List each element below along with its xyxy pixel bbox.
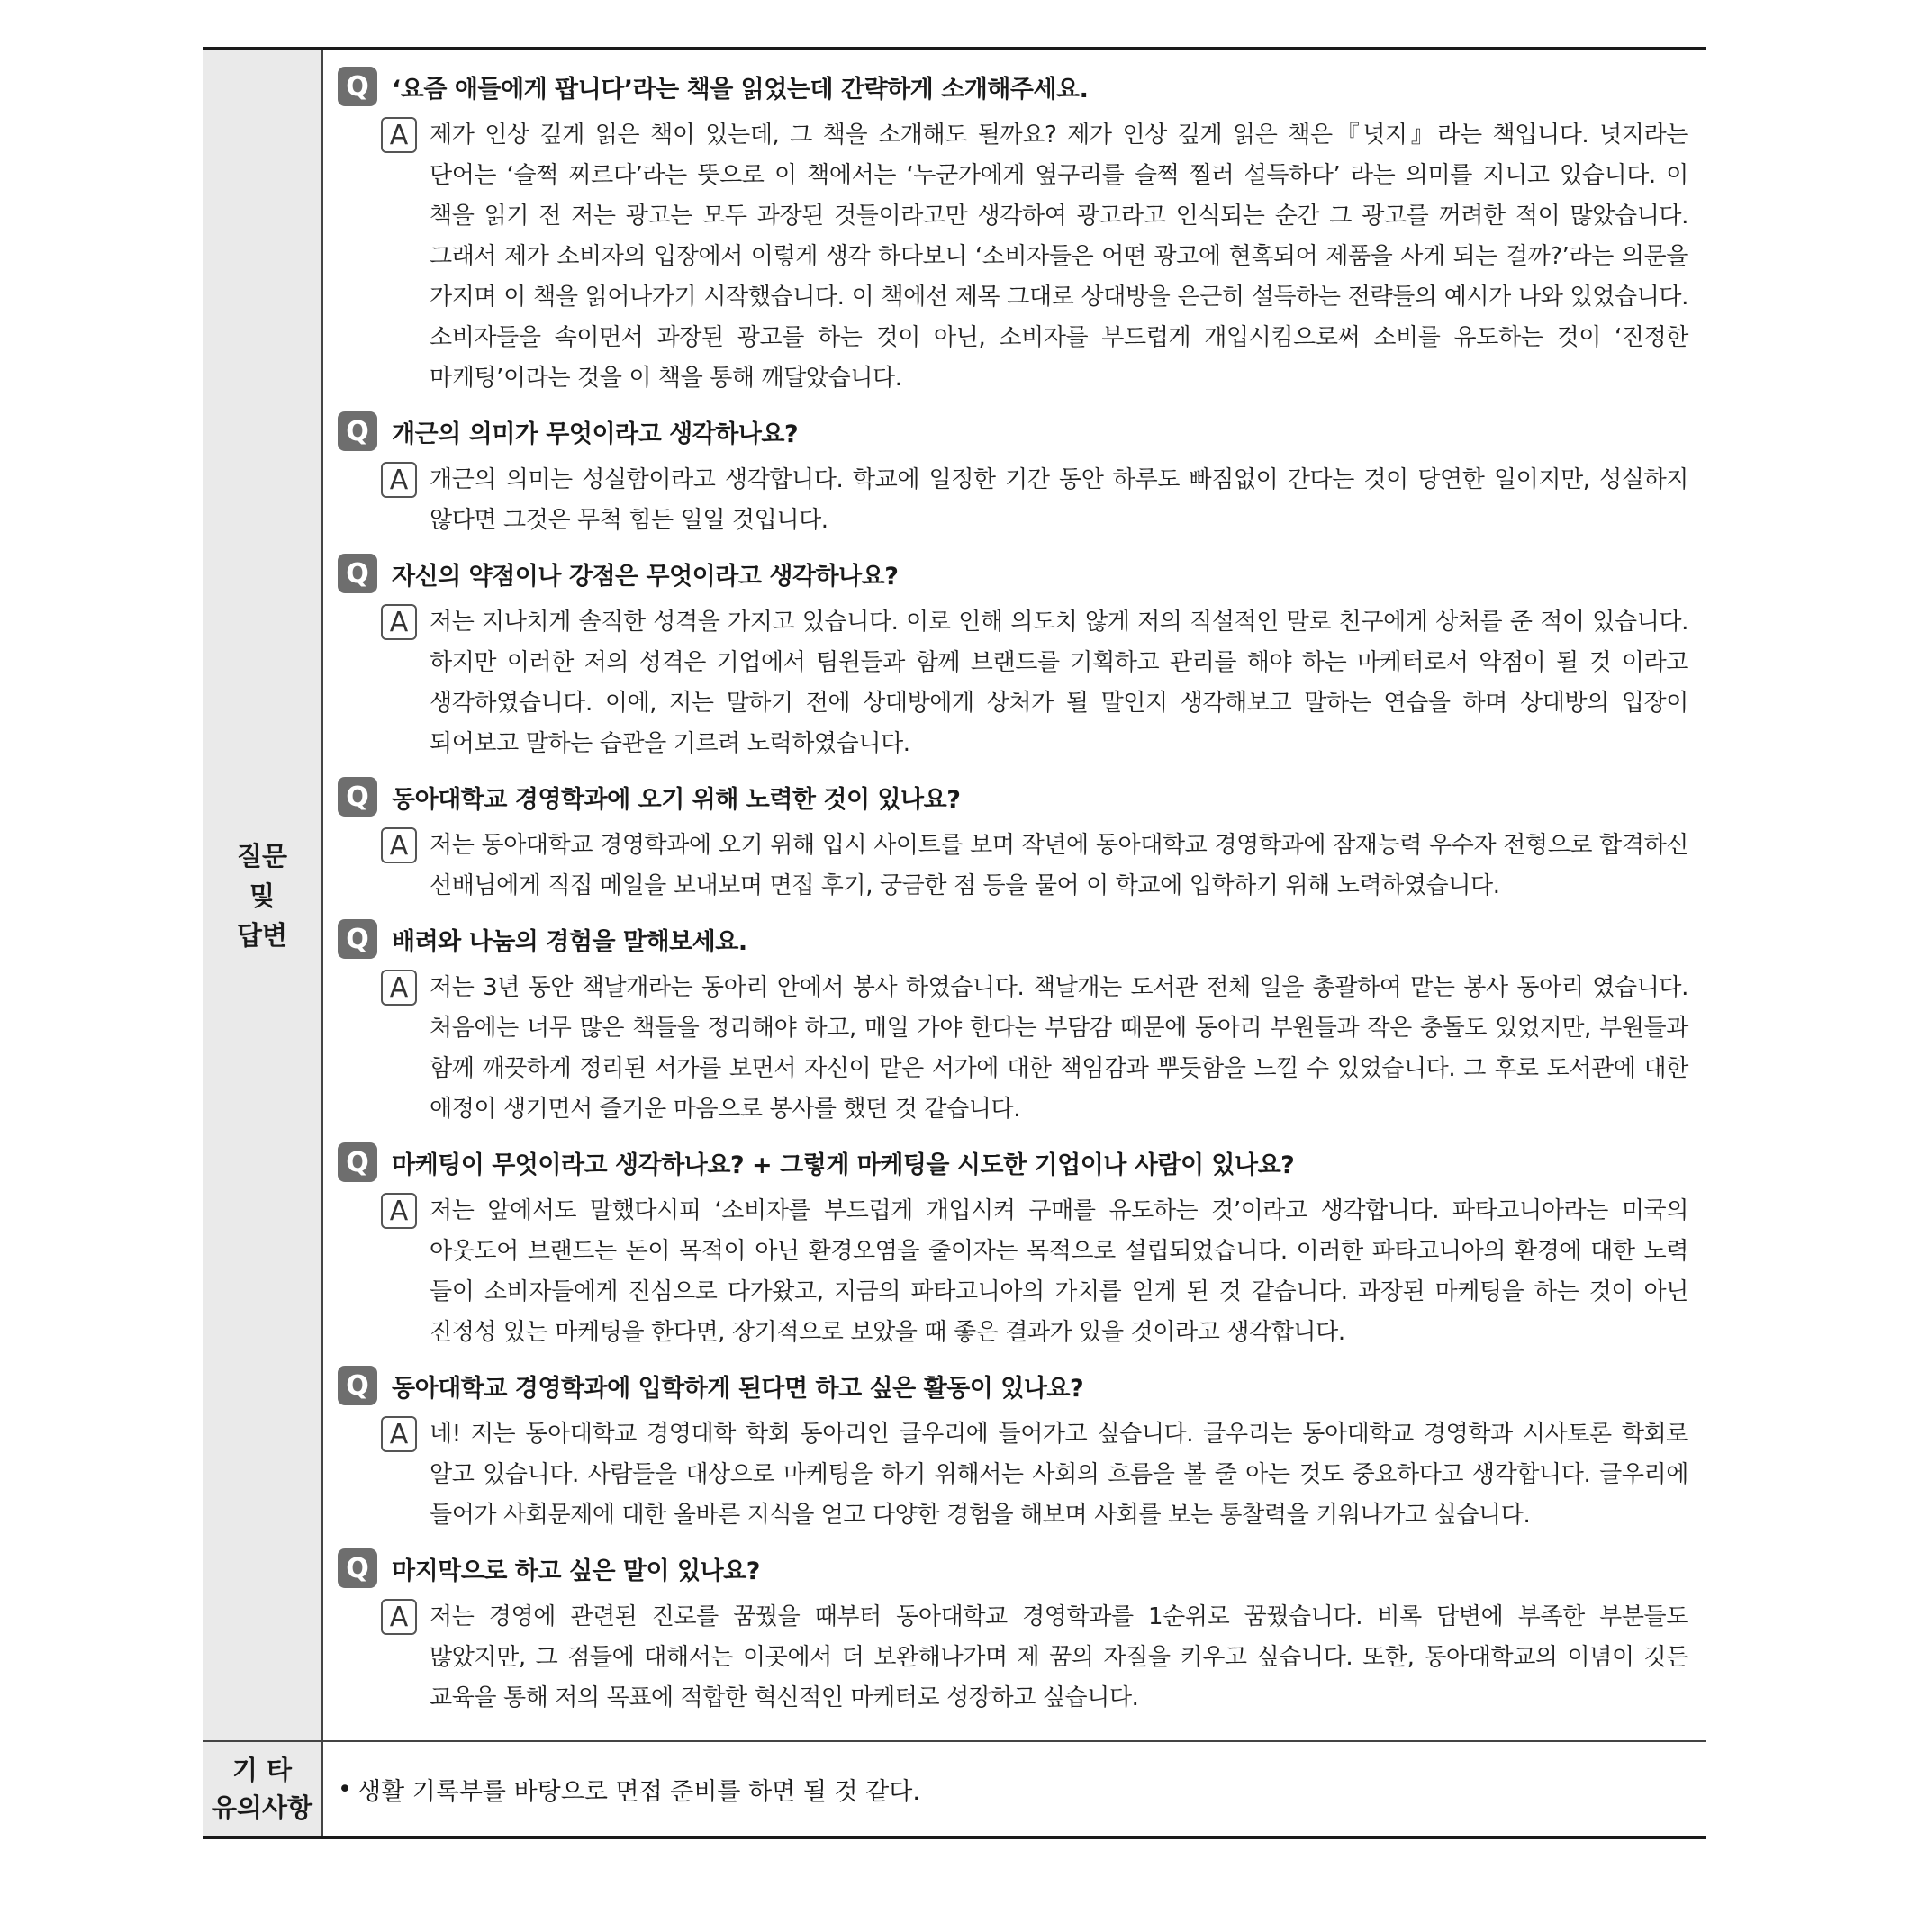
qa-list: [323, 50, 1706, 1740]
answer-row: [381, 968, 1688, 1130]
answer-badge-icon: A: [381, 1193, 417, 1229]
answer-row: [381, 1597, 1688, 1719]
qa-section-label: [203, 50, 323, 1740]
question-row: [338, 554, 1688, 593]
answer-badge-icon: A: [381, 970, 417, 1006]
question-badge-icon: Q: [338, 777, 377, 817]
answer-text: 개근의 의미는 성실함이라고 생각합니다. 학교에 일정한 기간 동안 하루도 빠짐없이 간다는 것이 당연한 일이지만, 성실하지 않다면 그것은 무척 힘든 일일 것입니다.: [430, 466, 1688, 534]
question-row: [338, 777, 1688, 817]
question-badge-icon: Q: [338, 67, 377, 106]
misc-label-line-2: 유의사항: [211, 1792, 313, 1823]
answer-row: [381, 1191, 1688, 1353]
question-text: 배려와 나눔의 경험을 말해보세요.: [392, 927, 747, 956]
answer-text: 저는 앞에서도 말했다시피 ‘소비자를 부드럽게 개입시켜 구매를 유도하는 것’이라고 생각합니다. 파타고니아라는 미국의 아웃도어 브랜드는 돈이 목적이 아닌 환경오염을 줄이자는 목적으로 설립되었습니다. 이러한 파타고니아의 환경에 대한 노력 들이 소비자들에게 진심으로 다가왔고, 지금의 파타고니아의 가치를 얻게 된 것 같습니다. 과장된 마케팅을 하는 것이 아닌 진정성 있는 마케팅을 한다면, 장기적으로 보았을 때 좋은 결과가 있을 것이라고 생각합니다.: [430, 1197, 1688, 1346]
qa-label-line-2: 및: [249, 880, 275, 911]
answer-row: [381, 460, 1688, 541]
misc-note: [323, 1742, 1706, 1836]
question-badge-icon: Q: [338, 411, 377, 451]
question-text: ‘요즘 애들에게 팝니다’라는 책을 읽었는데 간략하게 소개해주세요.: [392, 75, 1089, 104]
answer-text: 저는 경영에 관련된 진로를 꿈꿨을 때부터 동아대학교 경영학과를 1순위로 꿈꿨습니다. 비록 답변에 부족한 부분들도 많았지만, 그 점들에 대해서는 이곳에서 더 보완해나가며 제 꿈의 자질을 키우고 싶습니다. 또한, 동아대학교의 이념이 깃든 교육을 통해 저의 목표에 적합한 혁신적인 마케터로 성장하고 싶습니다.: [430, 1603, 1688, 1711]
interview-record-table: [203, 47, 1706, 1839]
question-row: [338, 411, 1688, 451]
qa-label-line-3: 답변: [236, 919, 288, 951]
question-badge-icon: Q: [338, 1366, 377, 1405]
qa-item-6: [338, 1142, 1688, 1353]
bullet-icon: •: [338, 1774, 352, 1803]
question-row: [338, 1366, 1688, 1405]
answer-row: [381, 1414, 1688, 1536]
qa-item-5: [338, 919, 1688, 1130]
question-row: [338, 67, 1688, 106]
question-text: 동아대학교 경영학과에 입학하게 된다면 하고 싶은 활동이 있나요?: [392, 1374, 1084, 1403]
question-row: [338, 1142, 1688, 1182]
answer-row: [381, 826, 1688, 907]
answer-badge-icon: A: [381, 1416, 417, 1452]
question-badge-icon: Q: [338, 1142, 377, 1182]
question-badge-icon: Q: [338, 919, 377, 959]
question-text: 자신의 약점이나 강점은 무엇이라고 생각하나요?: [392, 562, 899, 591]
answer-text: 제가 인상 깊게 읽은 책이 있는데, 그 책을 소개해도 될까요? 제가 인상 깊게 읽은 책은『넛지』라는 책입니다. 넛지라는 단어는 ‘슬쩍 찌르다’라는 뜻으로 이 책에서는 ‘누군가에게 옆구리를 슬쩍 찔러 설득하다’ 라는 의미를 지니고 있습니다. 이 책을 읽기 전 저는 광고는 모두 과장된 것들이라고만 생각하여 광고라고 인식되는 순간 그 광고를 꺼려한 적이 많았습니다. 그래서 제가 소비자의 입장에서 이렇게 생각 하다보니 ‘소비자들은 어떤 광고에 현혹되어 제품을 사게 되는 걸까?’라는 의문을 가지며 이 책을 읽어나가기 시작했습니다. 이 책에선 제목 그대로 상대방을 은근히 설득하는 전략들의 예시가 나와 있었습니다. 소비자들을 속이면서 과장된 광고를 하는 것이 아닌, 소비자를 부드럽게 개입시킴으로써 소비를 유도하는 것이 ‘진정한 마케팅’이라는 것을 이 책을 통해 깨달았습니다.: [430, 122, 1688, 392]
qa-item-1: [338, 67, 1688, 399]
question-badge-icon: Q: [338, 1548, 377, 1588]
answer-text: 저는 동아대학교 경영학과에 오기 위해 입시 사이트를 보며 작년에 동아대학교 경영학과에 잠재능력 우수자 전형으로 합격하신 선배님에게 직접 메일을 보내보며 면접 후기, 궁금한 점 등을 물어 이 학교에 입학하기 위해 노력하였습니다.: [430, 832, 1688, 899]
question-row: [338, 1548, 1688, 1588]
answer-badge-icon: A: [381, 462, 417, 498]
qa-item-3: [338, 554, 1688, 764]
question-row: [338, 919, 1688, 959]
answer-row: [381, 115, 1688, 399]
answer-badge-icon: A: [381, 827, 417, 863]
question-text: 개근의 의미가 무엇이라고 생각하나요?: [392, 420, 799, 448]
qa-item-4: [338, 777, 1688, 907]
question-text: 마지막으로 하고 싶은 말이 있나요?: [392, 1557, 760, 1585]
qa-section-row: [203, 50, 1706, 1740]
misc-section-row: [203, 1740, 1706, 1836]
misc-note-text: 생활 기록부를 바탕으로 면접 준비를 하면 될 것 같다.: [357, 1777, 920, 1806]
qa-label-line-1: 질문: [236, 840, 288, 871]
answer-text: 저는 3년 동안 책날개라는 동아리 안에서 봉사 하였습니다. 책날개는 도서관 전체 일을 총괄하여 맡는 봉사 동아리 였습니다. 처음에는 너무 많은 책들을 정리해야 하고, 매일 가야 한다는 부담감 때문에 동아리 부원들과 작은 충돌도 있었지만, 부원들과 함께 깨끗하게 정리된 서가를 보면서 자신이 맡은 서가에 대한 책임감과 뿌듯함을 느낄 수 있었습니다. 그 후로 도서관에 대한 애정이 생기면서 즐거운 마음으로 봉사를 했던 것 같습니다.: [430, 974, 1688, 1123]
qa-item-2: [338, 411, 1688, 541]
question-text: 마케팅이 무엇이라고 생각하나요? + 그렇게 마케팅을 시도한 기업이나 사람이 있나요?: [392, 1151, 1295, 1179]
answer-text: 네! 저는 동아대학교 경영대학 학회 동아리인 글우리에 들어가고 싶습니다. 글우리는 동아대학교 경영학과 시사토론 학회로 알고 있습니다. 사람들을 대상으로 마케팅을 하기 위해서는 사회의 흐름을 볼 줄 아는 것도 중요하다고 생각합니다. 글우리에 들어가 사회문제에 대한 올바른 지식을 얻고 다양한 경험을 해보며 사회를 보는 통찰력을 키워나가고 싶습니다.: [430, 1421, 1688, 1529]
question-text: 동아대학교 경영학과에 오기 위해 노력한 것이 있나요?: [392, 785, 961, 814]
misc-section-label: [203, 1742, 323, 1836]
qa-item-7: [338, 1366, 1688, 1536]
answer-text: 저는 지나치게 솔직한 성격을 가지고 있습니다. 이로 인해 의도치 않게 저의 직설적인 말로 친구에게 상처를 준 적이 있습니다. 하지만 이러한 저의 성격은 기업에서 팀원들과 함께 브랜드를 기획하고 관리를 해야 하는 마케터로서 약점이 될 것 이라고 생각하였습니다. 이에, 저는 말하기 전에 상대방에게 상처가 될 말인지 생각해보고 말하는 연습을 하며 상대방의 입장이 되어보고 말하는 습관을 기르려 노력하였습니다.: [430, 609, 1688, 757]
misc-label-line-1: 기 타: [231, 1755, 293, 1785]
answer-badge-icon: A: [381, 1599, 417, 1635]
answer-badge-icon: A: [381, 117, 417, 153]
answer-badge-icon: A: [381, 604, 417, 640]
question-badge-icon: Q: [338, 554, 377, 593]
qa-item-8: [338, 1548, 1688, 1719]
answer-row: [381, 602, 1688, 764]
